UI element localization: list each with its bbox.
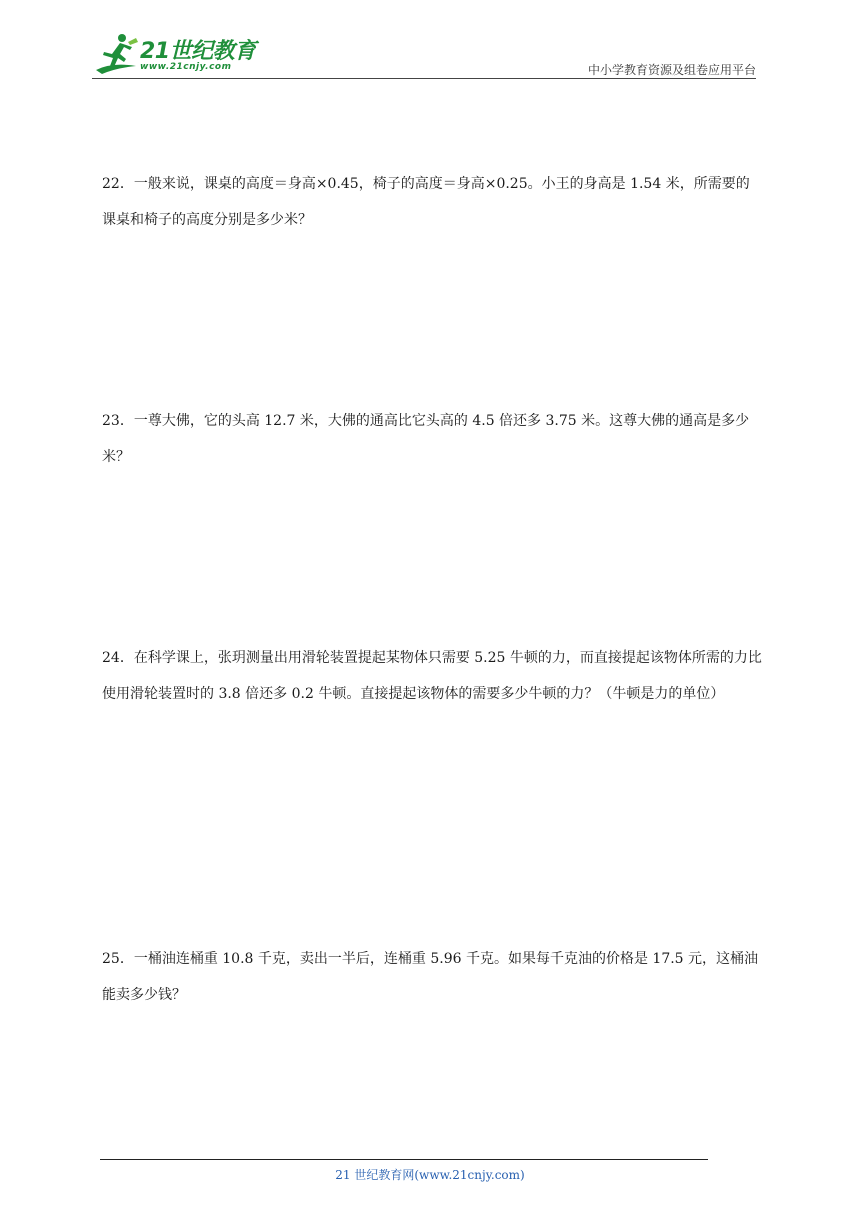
- header-divider: [92, 78, 756, 79]
- logo-url: www.21cnjy.com: [140, 62, 232, 72]
- question-23: 23．一尊大佛，它的头高 12.7 米，大佛的通高比它头高的 4.5 倍还多 3.75 米。这尊大佛的通高是多少米？: [102, 413, 750, 465]
- site-logo[interactable]: [92, 32, 262, 78]
- logo-text: 21世纪教育: [140, 39, 256, 64]
- question-22: 22．一般来说，课桌的高度＝身高×0.45，椅子的高度＝身高×0.25。小王的身高是 1.54 米，所需要的课桌和椅子的高度分别是多少米？: [102, 176, 750, 228]
- question-24: 24．在科学课上，张玥测量出用滑轮装置提起某物体只需要 5.25 牛顿的力，而直接提起该物体所需的力比使用滑轮装置时的 3.8 倍还多 0.2 牛顿。直接提起该物体的需要多少牛顿的力？（牛顿是力的单位）: [102, 650, 762, 702]
- question-25: 25．一桶油连桶重 10.8 千克，卖出一半后，连桶重 5.96 千克。如果每千克油的价格是 17.5 元，这桶油能卖多少钱？: [102, 951, 759, 1003]
- footer-divider: [100, 1159, 708, 1160]
- footer-link[interactable]: 21 世纪教育网(www.21cnjy.com): [335, 1168, 525, 1182]
- platform-name: 中小学教育资源及组卷应用平台: [587, 63, 756, 77]
- runner-logo-icon: [92, 32, 140, 76]
- page-header: [0, 0, 860, 90]
